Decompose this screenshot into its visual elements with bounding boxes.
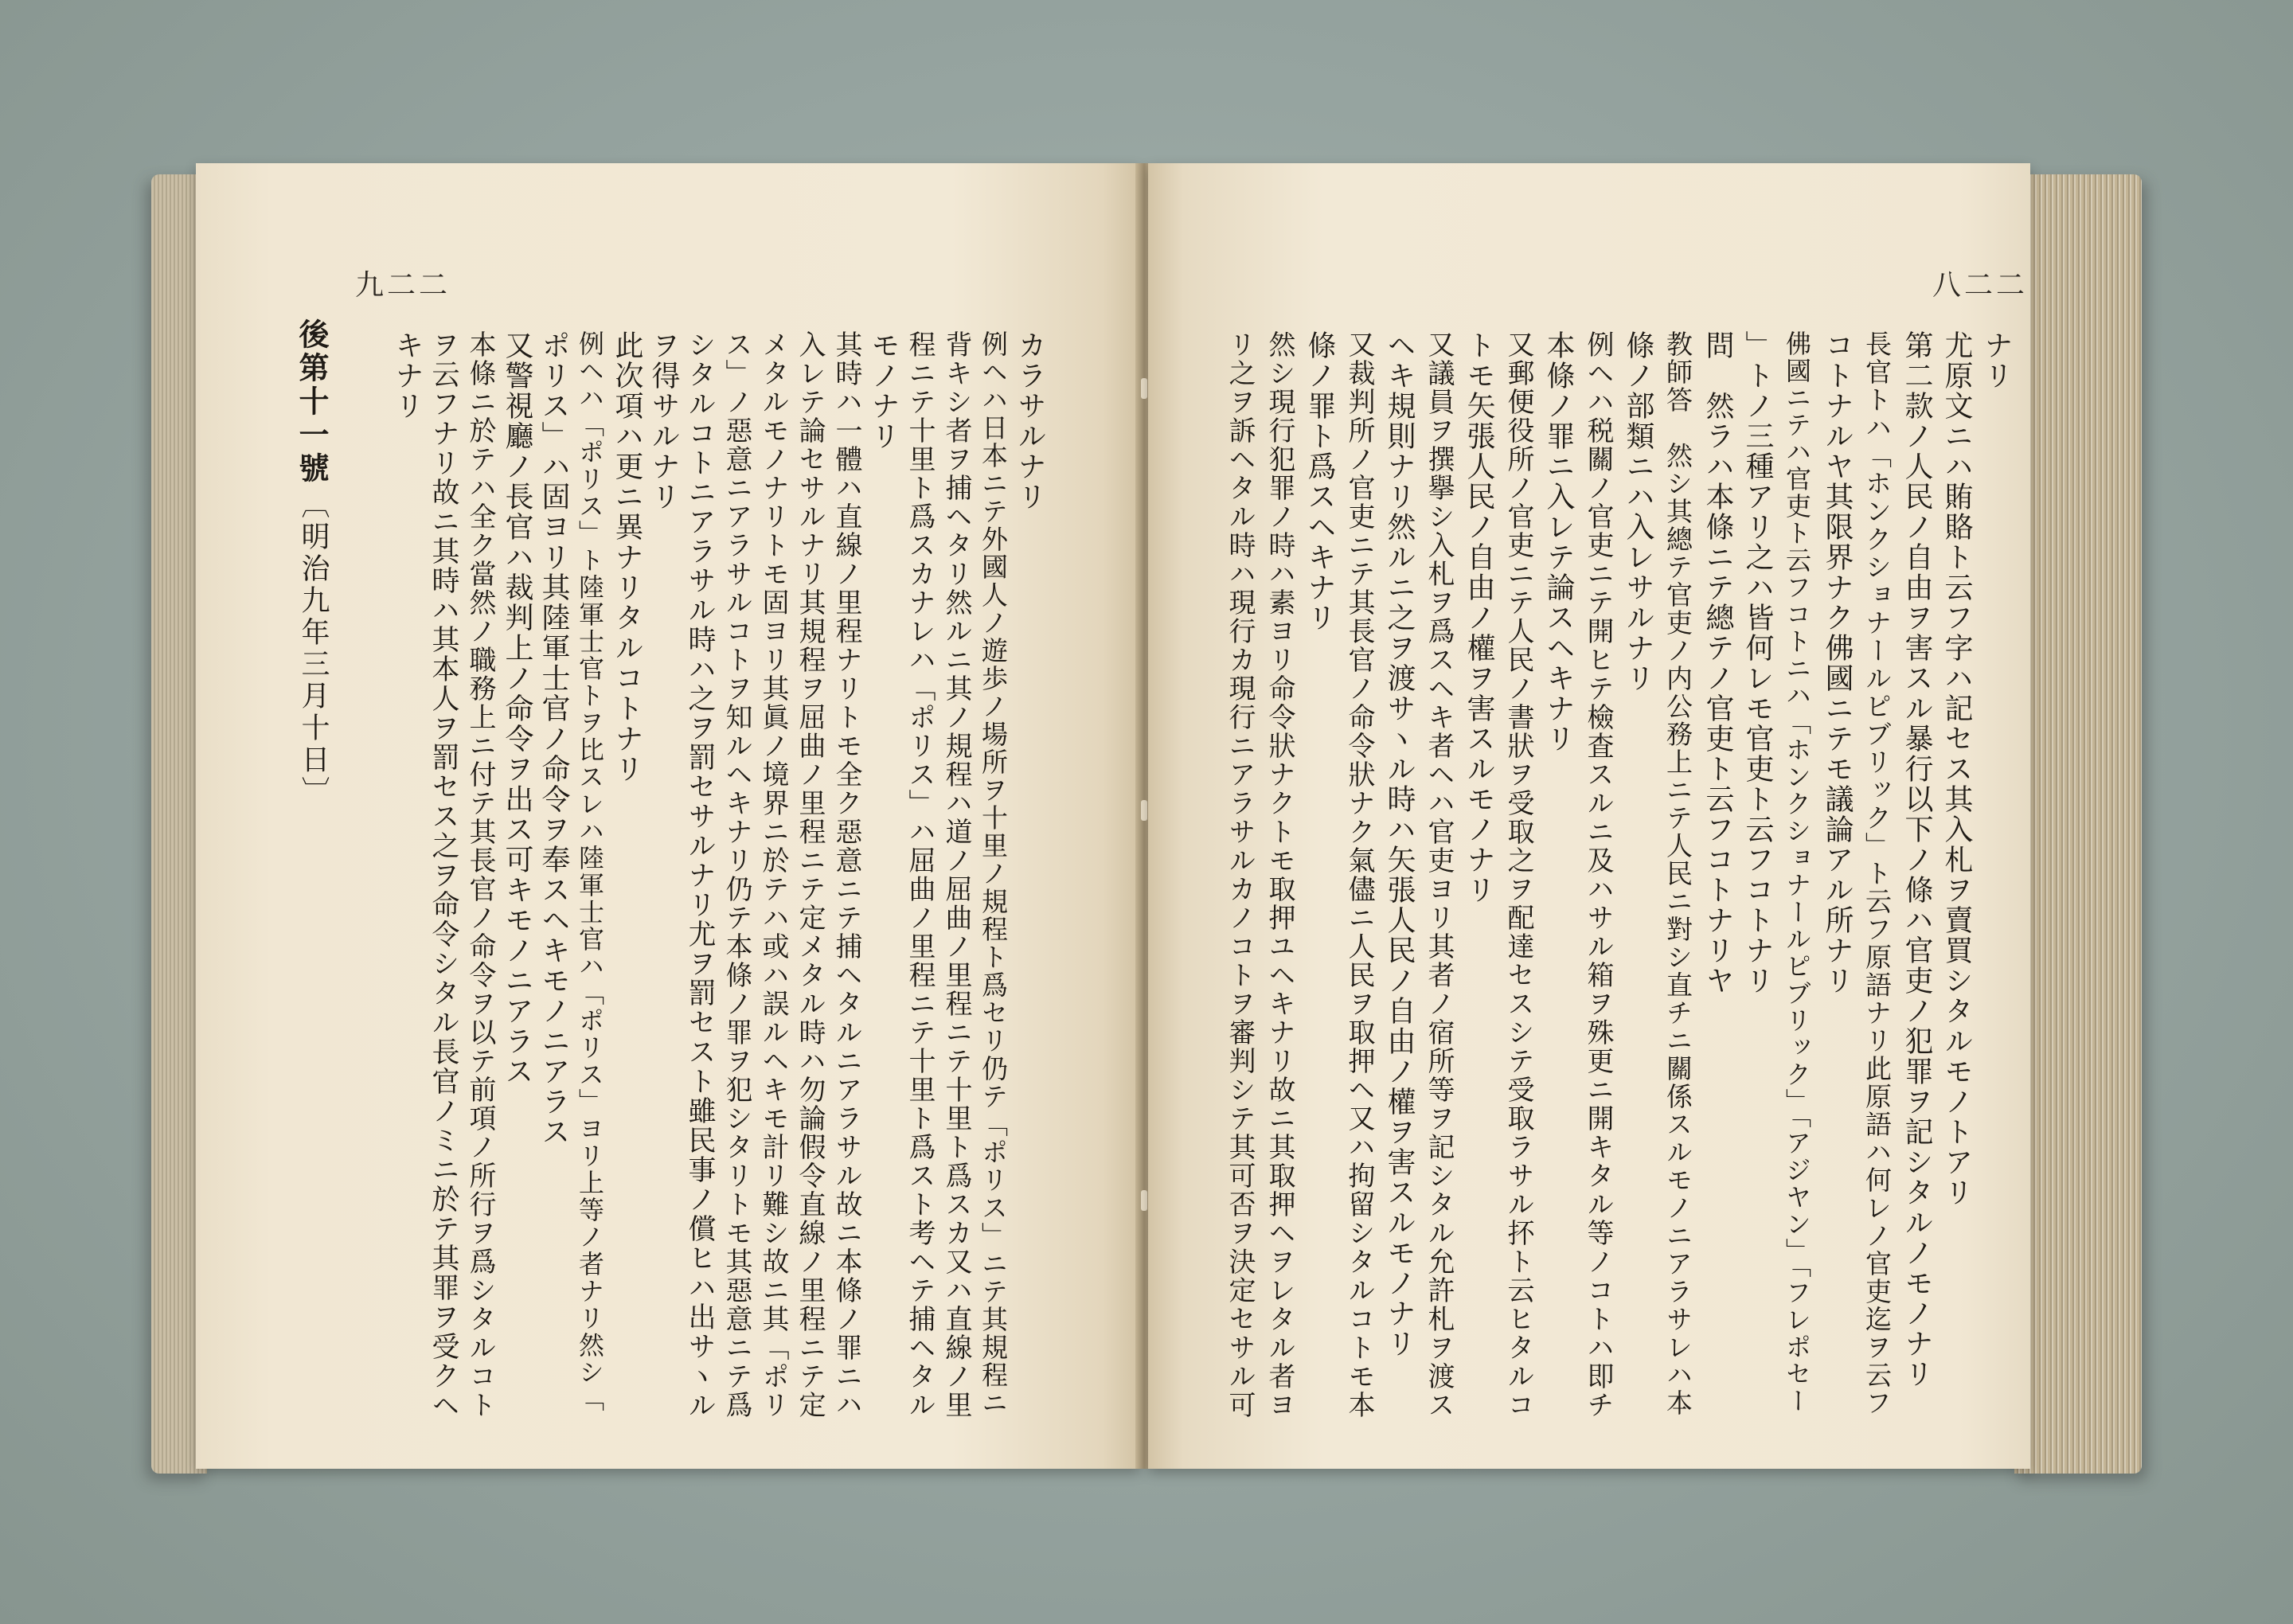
text-line: モノナリ [867, 330, 900, 451]
text-line: 程ニテ十里ト爲スカナレハ「ポリス」ハ屈曲ノ里程ニテ十里ト爲スト考ヘテ捕ヘタル [904, 330, 936, 1419]
text-line: 又郵便役所ノ官吏ニテ人民ノ書狀ヲ受取之ヲ配達セスシテ受取ラサル抔ト云ヒタルコ [1502, 330, 1534, 1419]
text-line: 」トノ三種アリ之ハ皆何レモ官吏ト云フコトナリ [1741, 330, 1774, 996]
text-line: 其時ハ一體ハ直線ノ里程ナリトモ全ク惡意ニテ捕ヘタルニアラサル故ニ本條ノ罪ニハ [830, 330, 862, 1419]
text-line: 佛國ニテハ官吏ト云フコトニハ「ホンクショナールピブリック」「アジヤン」「フレポセー [1782, 330, 1812, 1415]
text-line: トモ矢張人民ノ自由ノ權ヲ害スルモノナリ [1463, 330, 1495, 905]
text-line: ナリ [1980, 330, 2013, 391]
text-line: キナリ [391, 330, 424, 421]
right-page-stack [2014, 174, 2142, 1474]
text-line: 條ノ罪ト爲スヘキナリ [1303, 330, 1336, 633]
text-line: ポリス」ハ固ヨリ其陸軍士官ノ命令ヲ奉スヘキモノニアラス [537, 330, 570, 1147]
text-line: 教師答 然シ其總テ官吏ノ内公務上ニテ人民ニ對シ直チニ關係スルモノニアラサレハ本 [1662, 330, 1693, 1417]
text-line: 長官トハ「ホンクショナールピブリック」ト云フ原語ナリ此原語ハ何レノ官吏迄ヲ云フ [1861, 330, 1893, 1417]
open-book [151, 163, 2142, 1485]
text-line: 條ノ部類ニハ入レサルナリ [1622, 330, 1654, 693]
text-line: 本條ノ罪ニ入レテ論スヘキナリ [1542, 330, 1575, 754]
text-line: 第二款ノ人民ノ自由ヲ害スル暴行以下ノ條ハ官吏ノ犯罪ヲ記シタルノモノナリ [1900, 330, 1933, 1389]
right-page-text [1220, 330, 2016, 1429]
binding-stitch [1141, 378, 1147, 399]
left-page [196, 163, 1140, 1469]
text-line: ス」ノ惡意ニアラサルコトヲ知ルヘキナリ仍テ本條ノ罪ヲ犯シタリトモ其惡意ニテ爲 [721, 330, 752, 1419]
text-line: 例ヘハ「ポリス」ト陸軍士官トヲ比スレハ陸軍士官ハ「ポリス」ヨリ上等ノ者ナリ然シ「 [575, 330, 605, 1413]
text-line: リ之ヲ訴ヘタル時ハ現行カ現行ニアラサルカノコトヲ審判シテ其可否ヲ決定セサル可 [1224, 330, 1256, 1419]
text-line: シタルコトニアラサル時ハ之ヲ罰セサルナリ尤ヲ罰セスト雖民事ノ償ヒハ出サヽル [684, 330, 716, 1420]
text-line: ヲ云フナリ故ニ其時ハ其本人ヲ罰セス之ヲ命令シタル長官ノミニ於テ其罪ヲ受クヘ [428, 330, 459, 1420]
left-page-text [379, 330, 1048, 1429]
text-line: 例ヘハ日本ニテ外國人ノ遊歩ノ場所ヲ十里ノ規程ト爲セリ仍テ「ポリス」ニテ其規程ニ [978, 330, 1009, 1417]
right-page [1148, 163, 2030, 1469]
text-line: 此次項ハ更ニ異ナリタルコトナリ [611, 330, 643, 784]
text-line: 又警視廳ノ長官ハ裁判上ノ命令ヲ出ス可キモノニアラス [501, 330, 533, 1087]
issue-label: 後第十一號 [294, 318, 330, 486]
text-line: カラサルナリ [1014, 330, 1046, 512]
text-line: 又議員ヲ撰擧シ入札ヲ爲スヘキ者ヘハ官吏ヨリ其者ノ宿所等ヲ記シタル允許札ヲ渡ス [1423, 330, 1455, 1419]
text-line: 又裁判所ノ官吏ニテ其長官ノ命令狀ナク氣儘ニ人民ヲ取押ヘ又ハ拘留シタルコトモ本 [1343, 330, 1375, 1419]
text-line: コトナルヤ其限界ナク佛國ニテモ議論アル所ナリ [1821, 330, 1854, 996]
text-line: ヲ得サルナリ [647, 330, 680, 512]
text-line: 然シ現行犯罪ノ時ハ素ヨリ命令狀ナクトモ取押ユヘキナリ故ニ其取押ヘヲレタル者ヨ [1264, 330, 1295, 1419]
binding-stitch [1141, 1190, 1147, 1211]
text-line: 入レテ論セサルナリ其規程ヲ屈曲ノ里程ニテ定メタル時ハ勿論假令直線ノ里程ニテ定 [794, 330, 826, 1419]
text-line: 問 然ラハ本條ニテ總テノ官吏ト云フコトナリヤ [1701, 330, 1734, 996]
issue-date: 〔明治九年三月十日〕 [297, 490, 330, 808]
text-line: 例ヘハ税關ノ官吏ニテ開ヒテ檢査スルニ及ハサル箱ヲ殊更ニ開キタル等ノコトハ即チ [1582, 330, 1614, 1419]
text-line: 尤原文ニハ賄賂ト云フ字ハ記セス其入札ヲ賣買シタルモノトアリ [1940, 330, 1973, 1208]
text-line: 本條ニ於テハ全ク當然ノ職務上ニ付テ其長官ノ命令ヲ以テ前項ノ所行ヲ爲シタルコト [464, 330, 496, 1419]
text-line: メタルモノナリトモ固ヨリ其眞ノ境界ニ於テハ或ハ誤ルヘキモ計リ難シ故ニ其「ポリ [757, 330, 789, 1419]
binding-stitch [1141, 800, 1147, 821]
right-page-number: 八二二 [1932, 269, 2029, 302]
text-line: 背キシ者ヲ捕ヘタリ然ルニ其ノ規程ハ道ノ屈曲ノ里程ニテ十里ト爲スカ又ハ直線ノ里 [940, 330, 972, 1419]
left-page-number: 九二二 [355, 269, 451, 302]
text-line: ヘキ規則ナリ然ルニ之ヲ渡サヽル時ハ矢張人民ノ自由ノ權ヲ害スルモノナリ [1383, 330, 1416, 1359]
